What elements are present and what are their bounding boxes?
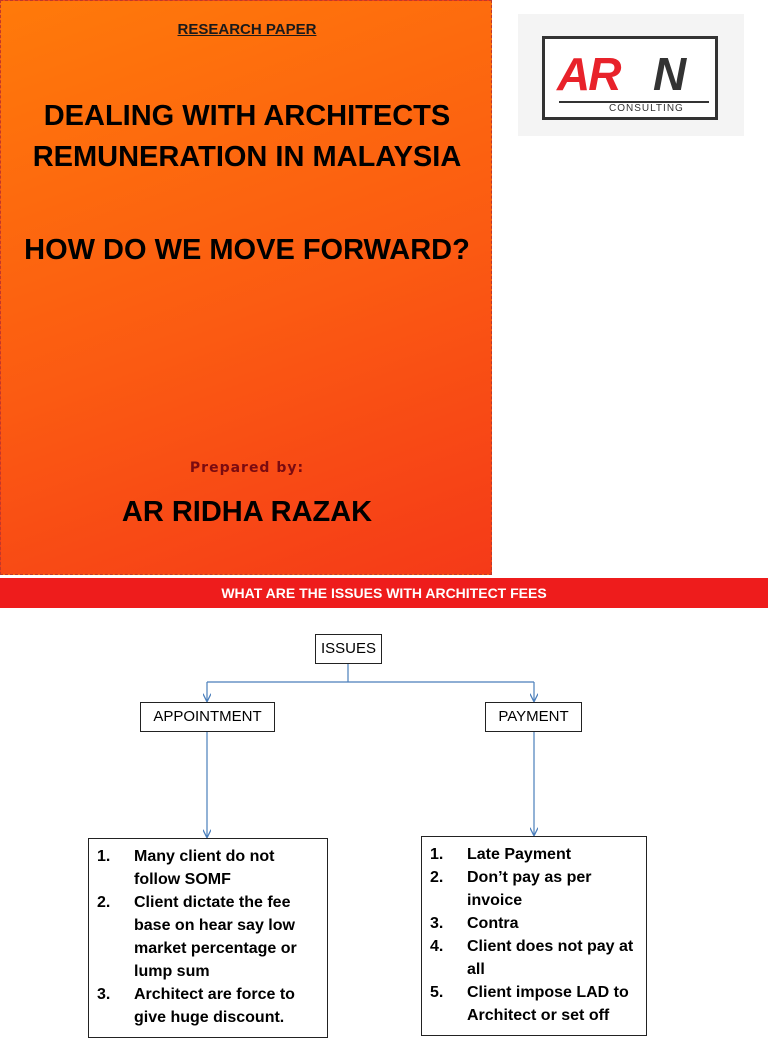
list-item: 1. Late Payment — [430, 846, 572, 863]
payment-issues-list — [421, 836, 647, 1036]
appointment-issues-list — [88, 838, 328, 1038]
title-line-2: REMUNERATION IN MALAYSIA — [32, 141, 462, 173]
list-item: 3. Contra — [430, 915, 519, 932]
paper-question: HOW DO WE MOVE FORWARD? — [24, 234, 470, 266]
logo-mark-ar: AR — [557, 48, 620, 100]
list-item: 3. Architect are force to give huge discount. — [97, 986, 295, 1026]
node-appointment: APPOINTMENT — [140, 702, 275, 732]
list-item: 5. Client impose LAD to Architect or set off — [430, 984, 629, 1024]
author-name: AR RIDHA RAZAK — [121, 496, 373, 528]
prepared-by-label: Prepared by: — [189, 460, 305, 476]
list-item: 1. Many client do not follow SOMF — [97, 848, 275, 888]
node-payment: PAYMENT — [485, 702, 582, 732]
logo-subtitle: CONSULTING — [609, 103, 684, 114]
list-item: 2. Don’t pay as per invoice — [430, 869, 592, 909]
list-item: 2. Client dictate the fee base on hear say low market percentage or lump sum — [97, 894, 297, 980]
section-banner: WHAT ARE THE ISSUES WITH ARCHITECT FEES — [0, 578, 768, 608]
title-line-1: DEALING WITH ARCHITECTS — [43, 100, 451, 132]
list-item: 4. Client does not pay at all — [430, 938, 634, 978]
logo-mark-n: N — [653, 48, 687, 100]
research-label: RESEARCH PAPER — [177, 21, 317, 38]
node-issues: ISSUES — [315, 634, 382, 664]
